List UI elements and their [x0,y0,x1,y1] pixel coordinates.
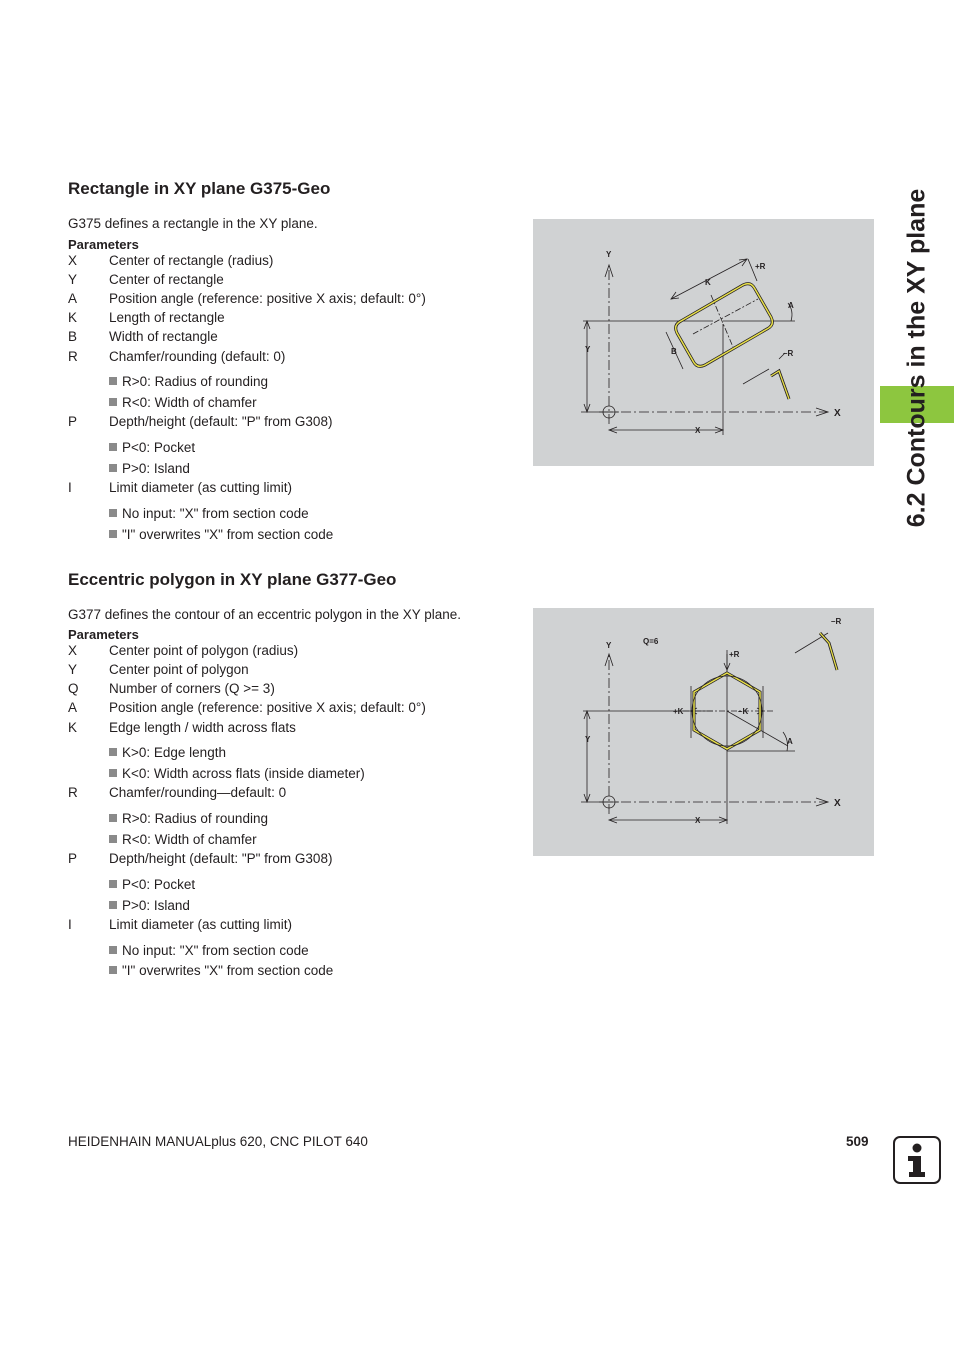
param-row: P Depth/height (default: "P" from G308) [68,851,333,866]
bullet-square-icon [109,464,117,472]
page-number: 509 [846,1134,869,1149]
bullet-item: R<0: Width of chamfer [109,831,257,848]
y-dimension-label: Y [585,735,591,744]
param-row: R Chamfer/rounding—default: 0 [68,785,287,800]
param-row: X Center point of polygon (radius) [68,643,299,658]
param-row: Y Center of rectangle [68,272,224,287]
x-dimension-label: X [695,816,701,825]
section-heading-polygon: Eccentric polygon in XY plane G377-Geo [68,570,397,589]
param-row: K Edge length / width across flats [68,720,296,735]
q-label: Q=6 [643,637,659,646]
bullet-item: "I" overwrites "X" from section code [109,526,333,543]
k-label: K [705,278,711,287]
k-neg-label: –K [738,707,749,716]
bullet-item: R>0: Radius of rounding [109,373,268,390]
bullet-square-icon [109,398,117,406]
a-label: A [788,301,794,310]
bullet-square-icon [109,748,117,756]
bullet-item: R<0: Width of chamfer [109,394,257,411]
bullet-square-icon [109,443,117,451]
polygon-figure [533,608,874,856]
param-row: R Chamfer/rounding (default: 0) [68,349,286,364]
params-heading-rectangle: Parameters [68,237,139,252]
bullet-item: No input: "X" from section code [109,505,309,522]
r-neg-label: –R [831,617,842,626]
param-row: I Limit diameter (as cutting limit) [68,917,293,932]
r-neg-label: –R [783,349,794,358]
bullet-item: P>0: Island [109,897,190,914]
a-label: A [787,737,793,746]
bullet-square-icon [109,880,117,888]
bullet-item: P<0: Pocket [109,876,195,893]
rectangle-diagram [533,219,874,466]
bullet-item: "I" overwrites "X" from section code [109,962,333,979]
bullet-square-icon [109,530,117,538]
info-icon [893,1136,941,1184]
param-row: Y Center point of polygon [68,662,249,677]
section-heading-rectangle: Rectangle in XY plane G375-Geo [68,179,331,198]
bullet-square-icon [109,377,117,385]
param-row: B Width of rectangle [68,329,218,344]
param-row: P Depth/height (default: "P" from G308) [68,414,333,429]
x-dimension-label: X [695,426,701,435]
bullet-item: P<0: Pocket [109,439,195,456]
bullet-item: P>0: Island [109,460,190,477]
r-pos-label: +R [755,262,766,271]
param-row: A Position angle (reference: positive X axis; default: 0°) [68,291,426,306]
y-axis-label: Y [606,641,612,650]
y-axis-label: Y [606,250,612,259]
param-row: I Limit diameter (as cutting limit) [68,480,293,495]
param-row: X Center of rectangle (radius) [68,253,274,268]
bullet-square-icon [109,835,117,843]
param-row: Q Number of corners (Q >= 3) [68,681,275,696]
k-pos-label: +K [673,707,684,716]
param-row: K Length of rectangle [68,310,225,325]
bullet-square-icon [109,769,117,777]
section-intro-polygon: G377 defines the contour of an eccentric polygon in the XY plane. [68,607,462,622]
footer-publication: HEIDENHAIN MANUALplus 620, CNC PILOT 640 [68,1134,368,1149]
bullet-square-icon [109,966,117,974]
bullet-square-icon [109,946,117,954]
bullet-item: K>0: Edge length [109,744,226,761]
x-axis-label: X [834,798,841,809]
rectangle-figure [533,219,874,466]
params-heading-polygon: Parameters [68,627,139,642]
b-label: B [671,347,677,356]
bullet-item: R>0: Radius of rounding [109,810,268,827]
param-row: A Position angle (reference: positive X axis; default: 0°) [68,700,426,715]
polygon-diagram [533,608,874,856]
bullet-square-icon [109,814,117,822]
chapter-side-title: 6.2 Contours in the XY plane [902,188,931,528]
bullet-item: No input: "X" from section code [109,942,309,959]
bullet-item: K<0: Width across flats (inside diameter) [109,765,365,782]
bullet-square-icon [109,509,117,517]
bullet-square-icon [109,901,117,909]
section-intro-rectangle: G375 defines a rectangle in the XY plane. [68,216,318,231]
r-pos-label: +R [729,650,740,659]
y-dimension-label: Y [585,345,591,354]
x-axis-label: X [834,408,841,419]
